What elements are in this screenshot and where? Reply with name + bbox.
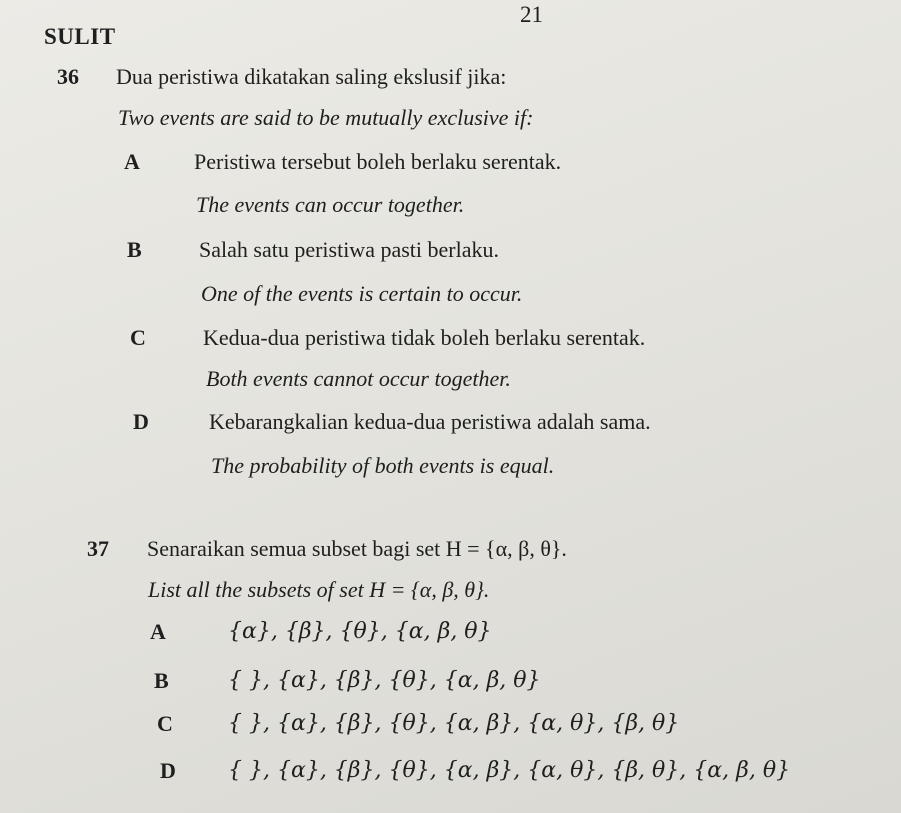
- option-d-letter: D: [133, 409, 149, 434]
- option-b-letter: B: [127, 237, 142, 262]
- header-sulit: SULIT: [44, 24, 116, 49]
- option-d-letter: D: [160, 758, 176, 783]
- question-number: 37: [87, 536, 109, 561]
- option-a-subsets: {α}, {β}, {θ}, {α, β, θ}: [228, 619, 492, 644]
- option-a-text-en: The events can occur together.: [196, 192, 465, 217]
- option-b-text-en: One of the events is certain to occur.: [201, 281, 523, 306]
- option-d-text-en: The probability of both events is equal.: [211, 453, 555, 478]
- question-text-en: Two events are said to be mutually exclusive if:: [118, 105, 534, 130]
- option-b-text-ms: Salah satu peristiwa pasti berlaku.: [199, 237, 499, 262]
- option-b-letter: B: [154, 668, 169, 693]
- option-c-text-ms: Kedua-dua peristiwa tidak boleh berlaku serentak.: [203, 325, 646, 350]
- question-number: 36: [57, 64, 79, 89]
- page-number: 21: [520, 2, 543, 27]
- option-d-subsets: { }, {α}, {β}, {θ}, {α, β}, {α, θ}, {β, θ}, {α, β, θ}: [228, 758, 791, 783]
- option-a-letter: A: [124, 149, 140, 174]
- option-c-letter: C: [157, 711, 173, 736]
- option-c-text-en: Both events cannot occur together.: [206, 366, 511, 391]
- option-d-text-ms: Kebarangkalian kedua-dua peristiwa adalah sama.: [209, 409, 651, 434]
- question-text-en: List all the subsets of set H = {α, β, θ}.: [148, 577, 490, 602]
- option-c-subsets: { }, {α}, {β}, {θ}, {α, β}, {α, θ}, {β, θ}: [228, 711, 680, 736]
- question-text-ms: Dua peristiwa dikatakan saling ekslusif jika:: [116, 64, 507, 89]
- option-c-letter: C: [130, 325, 146, 350]
- question-text-ms: Senaraikan semua subset bagi set H = {α, β, θ}.: [147, 536, 567, 561]
- option-b-subsets: { }, {α}, {β}, {θ}, {α, β, θ}: [228, 668, 541, 693]
- option-a-letter: A: [150, 619, 166, 644]
- option-a-text-ms: Peristiwa tersebut boleh berlaku serentak.: [194, 149, 562, 174]
